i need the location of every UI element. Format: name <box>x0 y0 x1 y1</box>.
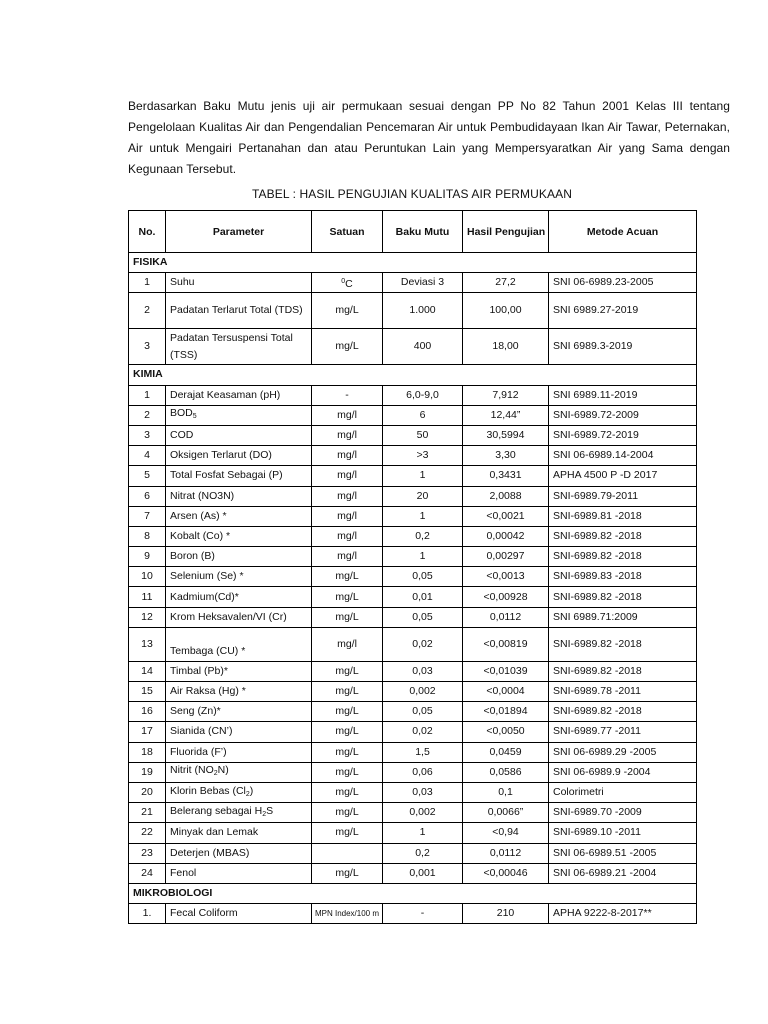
table-row <box>129 682 697 702</box>
cell-no: 5 <box>129 466 166 486</box>
table-row <box>129 661 697 681</box>
cell-hasil: 0,0112 <box>463 843 549 863</box>
cell-metode: SNI-6989.82 -2018 <box>549 702 697 722</box>
cell-baku-mutu: 0,06 <box>383 762 463 782</box>
cell-parameter: Derajat Keasaman (pH) <box>166 385 312 405</box>
cell-no: 1. <box>129 904 166 924</box>
cell-satuan: MPN Index/100 m <box>312 904 383 924</box>
table-header-row <box>129 211 697 253</box>
table-row <box>129 567 697 587</box>
cell-hasil: <0,00819 <box>463 627 549 661</box>
table-row <box>129 762 697 782</box>
cell-baku-mutu: 1 <box>383 466 463 486</box>
cell-metode: SNI-6989.83 -2018 <box>549 567 697 587</box>
cell-no: 3 <box>129 329 166 365</box>
cell-parameter: Fenol <box>166 863 312 883</box>
cell-satuan: mg/L <box>312 863 383 883</box>
cell-baku-mutu: 1 <box>383 547 463 567</box>
header-metode-acuan: Metode Acuan <box>549 211 697 253</box>
table-row <box>129 466 697 486</box>
table-row <box>129 843 697 863</box>
cell-baku-mutu: 0,03 <box>383 661 463 681</box>
cell-metode: SNI 06-6989.23-2005 <box>549 273 697 293</box>
cell-no: 14 <box>129 661 166 681</box>
cell-no: 21 <box>129 803 166 823</box>
cell-baku-mutu: 50 <box>383 425 463 445</box>
cell-baku-mutu: 0,001 <box>383 863 463 883</box>
cell-metode: SNI 6989.3-2019 <box>549 329 697 365</box>
cell-hasil: 210 <box>463 904 549 924</box>
table-row <box>129 823 697 843</box>
cell-metode: SNI-6989.81 -2018 <box>549 506 697 526</box>
cell-no: 2 <box>129 293 166 329</box>
cell-parameter: Total Fosfat Sebagai (P) <box>166 466 312 486</box>
cell-hasil: 2,0088 <box>463 486 549 506</box>
intro-paragraph: Berdasarkan Baku Mutu jenis uji air permukaan sesuai dengan PP No 82 Tahun 2001 Kelas III tentang Pengelolaan Kualitas Air dan Pengendalian Pencemaran Air untuk Pembudidayaan Ikan Air Tawar, Peternakan, Air untuk Mengairi Pertanahan dan atau Peruntukan Lain yang Mempersyaratkan Air yang Sama dengan Kegunaan Tersebut. <box>128 99 730 176</box>
cell-baku-mutu: 0,01 <box>383 587 463 607</box>
cell-no: 7 <box>129 506 166 526</box>
cell-hasil: <0,0050 <box>463 722 549 742</box>
cell-metode: SNI-6989.82 -2018 <box>549 627 697 661</box>
table-row <box>129 702 697 722</box>
cell-baku-mutu: Deviasi 3 <box>383 273 463 293</box>
section-row-mikrobiologi <box>129 883 697 903</box>
cell-parameter: Seng (Zn)* <box>166 702 312 722</box>
table-row <box>129 722 697 742</box>
cell-hasil: <0,00928 <box>463 587 549 607</box>
cell-parameter: COD <box>166 425 312 445</box>
header-baku-mutu: Baku Mutu <box>383 211 463 253</box>
cell-satuan: - <box>312 385 383 405</box>
cell-satuan: mg/L <box>312 567 383 587</box>
cell-metode: SNI-6989.82 -2018 <box>549 547 697 567</box>
cell-satuan: mg/l <box>312 526 383 546</box>
cell-metode: SNI-6989.79-2011 <box>549 486 697 506</box>
header-satuan: Satuan <box>312 211 383 253</box>
cell-parameter: Padatan Tersuspensi Total (TSS) <box>166 329 312 365</box>
table-row <box>129 803 697 823</box>
cell-hasil: 3,30 <box>463 446 549 466</box>
table-row <box>129 329 697 365</box>
cell-satuan: mg/L <box>312 762 383 782</box>
cell-no: 19 <box>129 762 166 782</box>
cell-hasil: 0,0112 <box>463 607 549 627</box>
cell-metode: SNI-6989.70 -2009 <box>549 803 697 823</box>
table-row <box>129 293 697 329</box>
cell-hasil: <0,0021 <box>463 506 549 526</box>
cell-metode: SNI 06-6989.9 -2004 <box>549 762 697 782</box>
cell-satuan: mg/l <box>312 425 383 445</box>
section-row-fisika <box>129 253 697 273</box>
cell-parameter: Tembaga (CU) * <box>166 627 312 661</box>
cell-no: 13 <box>129 627 166 661</box>
water-quality-table <box>128 210 697 924</box>
cell-no: 24 <box>129 863 166 883</box>
table-row <box>129 587 697 607</box>
cell-no: 20 <box>129 782 166 802</box>
cell-parameter <box>166 405 312 425</box>
cell-satuan: mg/L <box>312 682 383 702</box>
cell-satuan <box>312 843 383 863</box>
cell-hasil: <0,00046 <box>463 863 549 883</box>
cell-parameter <box>166 782 312 802</box>
cell-baku-mutu: 0,002 <box>383 803 463 823</box>
cell-parameter: Air Raksa (Hg) * <box>166 682 312 702</box>
cell-satuan: mg/L <box>312 782 383 802</box>
cell-parameter: Fluorida (F’) <box>166 742 312 762</box>
cell-no: 17 <box>129 722 166 742</box>
cell-baku-mutu: 0,05 <box>383 567 463 587</box>
parameter-tail: S <box>266 804 274 817</box>
cell-baku-mutu: 0,03 <box>383 782 463 802</box>
cell-baku-mutu: 0,05 <box>383 702 463 722</box>
cell-satuan: mg/l <box>312 506 383 526</box>
cell-baku-mutu: 1 <box>383 823 463 843</box>
cell-metode: SNI-6989.72-2009 <box>549 405 697 425</box>
cell-no: 16 <box>129 702 166 722</box>
header-parameter: Parameter <box>166 211 312 253</box>
cell-parameter: Oksigen Terlarut (DO) <box>166 446 312 466</box>
cell-no: 2 <box>129 405 166 425</box>
table-row <box>129 526 697 546</box>
cell-parameter: Kobalt (Co) * <box>166 526 312 546</box>
parameter-subscript: 2 <box>213 770 218 778</box>
cell-hasil: <0,01039 <box>463 661 549 681</box>
cell-metode: SNI-6989.72-2019 <box>549 425 697 445</box>
cell-hasil: <0,01894 <box>463 702 549 722</box>
section-label: KIMIA <box>129 365 697 385</box>
cell-satuan: mg/L <box>312 329 383 365</box>
cell-parameter <box>166 762 312 782</box>
cell-baku-mutu: 0,2 <box>383 843 463 863</box>
cell-satuan: mg/L <box>312 803 383 823</box>
cell-hasil: 0,00297 <box>463 547 549 567</box>
cell-parameter: Arsen (As) * <box>166 506 312 526</box>
cell-metode: SNI 06-6989.51 -2005 <box>549 843 697 863</box>
cell-satuan: mg/l <box>312 627 383 661</box>
cell-satuan: mg/L <box>312 587 383 607</box>
cell-satuan: mg/L <box>312 823 383 843</box>
table-row <box>129 627 697 661</box>
cell-parameter: Sianida (CN’) <box>166 722 312 742</box>
cell-metode: SNI 6989.11-2019 <box>549 385 697 405</box>
cell-metode: SNI 6989.27-2019 <box>549 293 697 329</box>
cell-hasil: 18,00 <box>463 329 549 365</box>
cell-baku-mutu: 0,02 <box>383 722 463 742</box>
cell-no: 1 <box>129 273 166 293</box>
cell-no: 9 <box>129 547 166 567</box>
parameter-subscript: 2 <box>245 790 250 798</box>
cell-baku-mutu: 6 <box>383 405 463 425</box>
cell-hasil: 0,0066” <box>463 803 549 823</box>
cell-parameter: Deterjen (MBAS) <box>166 843 312 863</box>
table-row <box>129 446 697 466</box>
cell-parameter <box>166 803 312 823</box>
cell-baku-mutu: 0,02 <box>383 627 463 661</box>
cell-no: 1 <box>129 385 166 405</box>
cell-satuan: mg/l <box>312 405 383 425</box>
table-row <box>129 607 697 627</box>
cell-satuan: mg/L <box>312 722 383 742</box>
cell-metode: APHA 4500 P -D 2017 <box>549 466 697 486</box>
table-title: TABEL : HASIL PENGUJIAN KUALITAS AIR PERMUKAAN <box>251 187 572 201</box>
cell-parameter: Selenium (Se) * <box>166 567 312 587</box>
parameter-tail: ) <box>249 784 254 797</box>
cell-satuan: mg/l <box>312 486 383 506</box>
cell-baku-mutu: 0,05 <box>383 607 463 627</box>
table-row <box>129 273 697 293</box>
cell-no: 23 <box>129 843 166 863</box>
table-row <box>129 782 697 802</box>
table-row <box>129 863 697 883</box>
cell-no: 6 <box>129 486 166 506</box>
header-no: No. <box>129 211 166 253</box>
cell-hasil: <0,94 <box>463 823 549 843</box>
cell-baku-mutu: >3 <box>383 446 463 466</box>
parameter-tail: N) <box>217 764 229 777</box>
table-row <box>129 904 697 924</box>
cell-no: 15 <box>129 682 166 702</box>
cell-hasil: 30,5994 <box>463 425 549 445</box>
section-label: FISIKA <box>129 253 697 273</box>
cell-baku-mutu: 6,0-9,0 <box>383 385 463 405</box>
cell-satuan: mg/L <box>312 742 383 762</box>
cell-no: 18 <box>129 742 166 762</box>
table-row <box>129 425 697 445</box>
cell-satuan: mg/L <box>312 607 383 627</box>
cell-metode: SNI 06-6989.14-2004 <box>549 446 697 466</box>
cell-baku-mutu: 400 <box>383 329 463 365</box>
cell-no: 10 <box>129 567 166 587</box>
cell-parameter: Timbal (Pb)* <box>166 661 312 681</box>
table-row <box>129 385 697 405</box>
cell-hasil: 100,00 <box>463 293 549 329</box>
cell-parameter: Fecal Coliform <box>166 904 312 924</box>
cell-no: 8 <box>129 526 166 546</box>
cell-baku-mutu: 1,5 <box>383 742 463 762</box>
cell-baku-mutu: 1.000 <box>383 293 463 329</box>
cell-no: 3 <box>129 425 166 445</box>
cell-hasil: 7,912 <box>463 385 549 405</box>
table-row <box>129 742 697 762</box>
cell-hasil: 0,00042 <box>463 526 549 546</box>
table-row <box>129 547 697 567</box>
cell-satuan: mg/l <box>312 466 383 486</box>
table-row <box>129 405 697 425</box>
cell-metode: SNI-6989.77 -2011 <box>549 722 697 742</box>
parameter-text: Nitrit (NO <box>170 764 214 777</box>
cell-metode: SNI-6989.10 -2011 <box>549 823 697 843</box>
cell-satuan <box>312 273 383 293</box>
cell-hasil: 27,2 <box>463 273 549 293</box>
cell-metode: Colorimetri <box>549 782 697 802</box>
cell-satuan: mg/L <box>312 702 383 722</box>
cell-hasil: 0,3431 <box>463 466 549 486</box>
cell-metode: SNI 6989.71:2009 <box>549 607 697 627</box>
cell-parameter: Boron (B) <box>166 547 312 567</box>
cell-baku-mutu: 1 <box>383 506 463 526</box>
cell-no: 12 <box>129 607 166 627</box>
cell-parameter: Krom Heksavalen/VI (Cr) <box>166 607 312 627</box>
cell-hasil: 0,1 <box>463 782 549 802</box>
cell-hasil: 0,0459 <box>463 742 549 762</box>
cell-parameter: Suhu <box>166 273 312 293</box>
degree-superscript: 0 <box>341 277 346 285</box>
cell-hasil: <0,0013 <box>463 567 549 587</box>
section-row-kimia <box>129 365 697 385</box>
cell-metode: APHA 9222-8-2017** <box>549 904 697 924</box>
cell-metode: SNI-6989.78 -2011 <box>549 682 697 702</box>
section-label: MIKROBIOLOGI <box>129 883 697 903</box>
cell-satuan: mg/L <box>312 293 383 329</box>
parameter-text: Klorin Bebas (Cl <box>170 784 246 797</box>
cell-metode: SNI 06-6989.29 -2005 <box>549 742 697 762</box>
cell-no: 22 <box>129 823 166 843</box>
parameter-subscript: 5 <box>192 413 197 421</box>
parameter-subscript: 2 <box>262 810 267 818</box>
cell-parameter: Padatan Terlarut Total (TDS) <box>166 293 312 329</box>
cell-hasil: 12,44” <box>463 405 549 425</box>
parameter-text: BOD <box>170 407 193 420</box>
cell-baku-mutu: 0,002 <box>383 682 463 702</box>
header-hasil-pengujian: Hasil Pengujian <box>463 211 549 253</box>
cell-baku-mutu: 20 <box>383 486 463 506</box>
cell-no: 11 <box>129 587 166 607</box>
unit-text: C <box>345 277 353 290</box>
cell-parameter: Nitrat (NO3N) <box>166 486 312 506</box>
cell-metode: SNI 06-6989.21 -2004 <box>549 863 697 883</box>
table-row <box>129 486 697 506</box>
cell-satuan: mg/L <box>312 661 383 681</box>
cell-baku-mutu: - <box>383 904 463 924</box>
cell-hasil: 0,0586 <box>463 762 549 782</box>
cell-no: 4 <box>129 446 166 466</box>
cell-metode: SNI-6989.82 -2018 <box>549 661 697 681</box>
cell-parameter: Kadmium(Cd)* <box>166 587 312 607</box>
cell-satuan: mg/l <box>312 446 383 466</box>
cell-baku-mutu: 0,2 <box>383 526 463 546</box>
parameter-text: Belerang sebagai H <box>170 804 263 817</box>
cell-metode: SNI-6989.82 -2018 <box>549 526 697 546</box>
cell-metode: SNI-6989.82 -2018 <box>549 587 697 607</box>
cell-parameter: Minyak dan Lemak <box>166 823 312 843</box>
table-row <box>129 506 697 526</box>
cell-hasil: <0,0004 <box>463 682 549 702</box>
cell-satuan: mg/l <box>312 547 383 567</box>
